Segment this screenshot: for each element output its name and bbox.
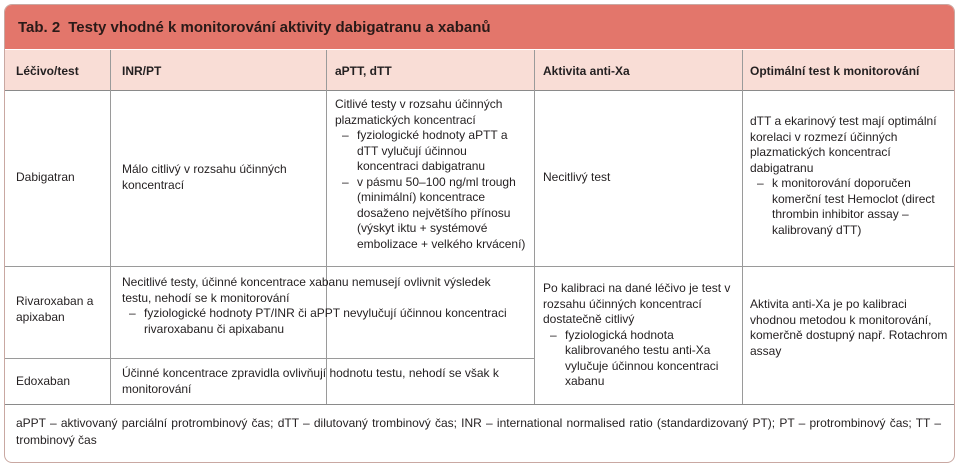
list-item: – k monitorování doporučen komerční test Hemoclot (direct thrombin inhibitor assay – kalibrovaný dTT) <box>750 176 950 238</box>
drug-name-edoxaban: Edoxaban <box>16 374 71 388</box>
column-divider <box>534 50 535 404</box>
column-divider <box>326 50 327 404</box>
rivaroxaban-list <box>122 306 522 337</box>
row-divider <box>5 358 534 359</box>
row-divider <box>5 266 954 267</box>
list-item: – fyziologické hodnoty PT/INR či aPPT nevylučují účinnou koncentraci rivaroxabanu či apixabanu <box>122 306 522 337</box>
xabans-optimal: Aktivita anti-Xa je po kalibraci vhodnou metodou k monitorování, komerčně dostupný např. Rotachrom assay <box>750 297 948 358</box>
drug-name-dabigatran: Dabigatran <box>16 170 75 184</box>
dabigatran-optimal-intro: dTT a ekarinový test mají optimální korelaci v rozmezí účinných plazmatických koncentrací dabigatranu <box>750 114 937 175</box>
table-number: Tab. 2 <box>18 18 61 36</box>
column-header-drug: Léčivo/test <box>16 64 79 78</box>
edoxaban-text: Účinné koncentrace zpravidla ovlivňují hodnotu testu, nehodí se však k monitorování <box>122 366 499 396</box>
drug-name-rivaroxaban: Rivaroxaban a apixaban <box>16 294 94 324</box>
rivaroxaban-combined <box>122 275 522 337</box>
dabigatran-aptt-intro: Citlivé testy v rozsahu účinných plazmatických koncentrací <box>335 97 503 127</box>
column-divider <box>110 50 111 404</box>
table-title <box>5 5 954 49</box>
table-container <box>4 4 955 463</box>
list-item: – fyziologické hodnoty aPTT a dTT vylučují účinnou koncentraci dabigatranu <box>335 128 531 175</box>
footnote-divider <box>5 404 954 405</box>
column-divider <box>742 50 743 404</box>
rivaroxaban-text: Necitlivé testy, účinné koncentrace xabanu nemusejí ovlivnit výsledek testu, nehodí se k monitorování <box>122 275 491 305</box>
xabans-antixa <box>543 281 735 390</box>
xabans-antixa-intro: Po kalibraci na dané léčivo je test v rozsahu účinných koncentrací dostatečně citlivý <box>543 281 731 326</box>
table-title-text: Testy vhodné k monitorování aktivity dabigatranu a xabanů <box>68 18 491 36</box>
xabans-antixa-list <box>543 328 735 390</box>
footnote: aPPT – aktivovaný parciální protrombinový čas; dTT – dilutovaný trombinový čas; INR – international normalised ratio (standardizovaný PT); PT – protrombinový čas; TT – trombinový čas <box>16 416 941 447</box>
column-header-antixa: Aktivita anti-Xa <box>543 64 630 78</box>
dabigatran-aptt <box>335 97 531 252</box>
dabigatran-inr: Málo citlivý v rozsahu účinných koncentrací <box>122 162 287 192</box>
list-item: – v pásmu 50–100 ng/ml trough (minimální) koncentrace dosaženo největšího přínosu (výskyt iktu + systémové embolizace + velkého krvácení) <box>335 175 531 253</box>
column-header-inr: INR/PT <box>122 64 162 78</box>
list-item: – fyziologická hodnota kalibrovaného testu anti-Xa vylučuje účinnou koncentraci xabanu <box>543 328 735 390</box>
dabigatran-optimal <box>750 114 950 238</box>
column-header-optimal: Optimální test k monitorování <box>750 64 920 78</box>
dabigatran-aptt-list <box>335 128 531 252</box>
column-header-aptt: aPTT, dTT <box>335 64 392 78</box>
dabigatran-antixa: Necitlivý test <box>543 170 611 184</box>
dabigatran-optimal-list <box>750 176 950 238</box>
